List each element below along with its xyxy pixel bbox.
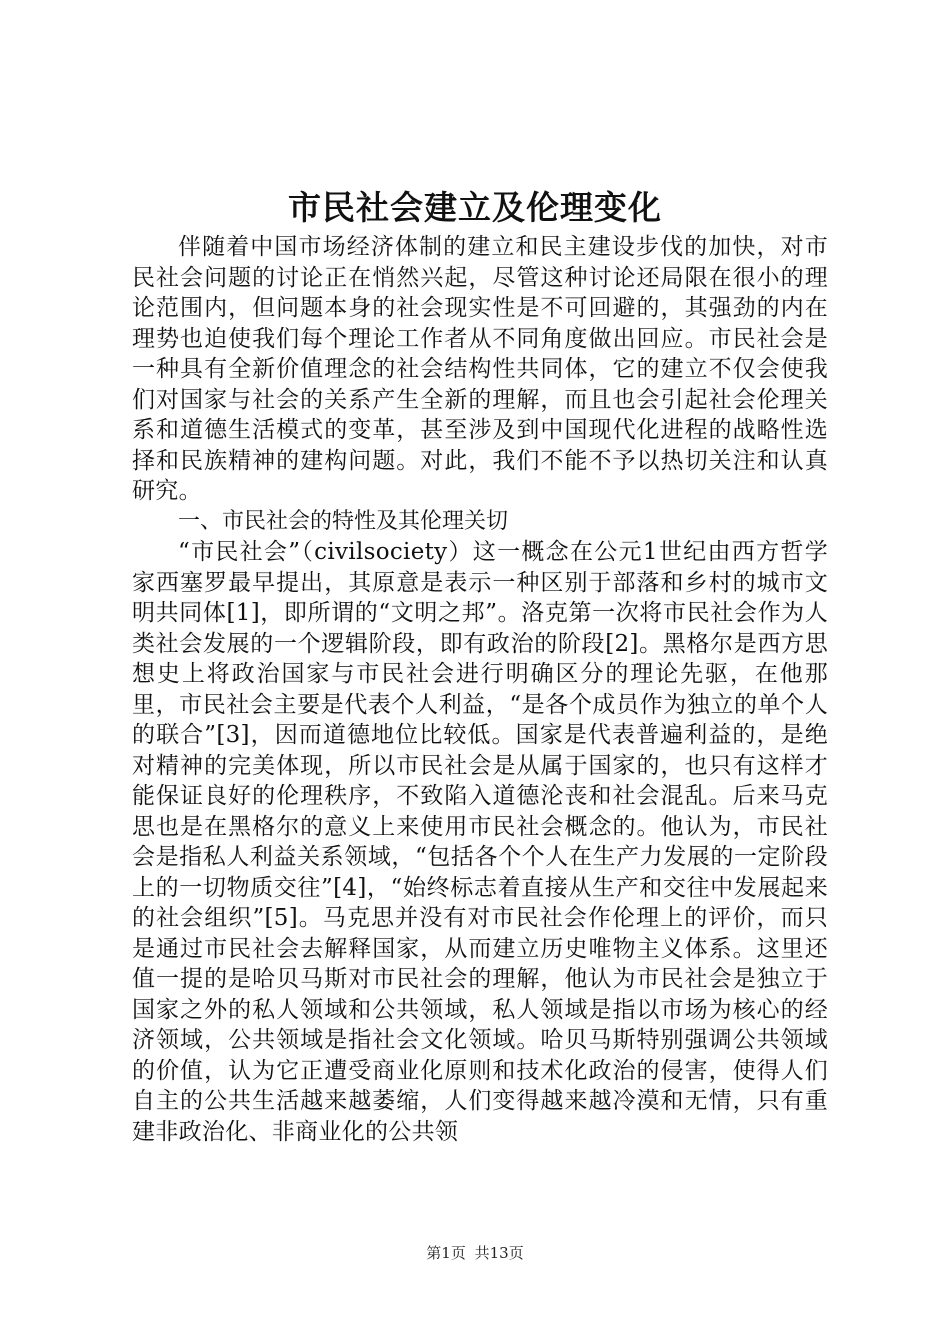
page-number: 第1页 bbox=[426, 1244, 466, 1262]
document-title: 市民社会建立及伦理变化 bbox=[288, 188, 662, 227]
section-heading: 一、市民社会的特性及其伦理关切 bbox=[178, 508, 509, 534]
page-total: 共13页 bbox=[474, 1244, 524, 1262]
document-body bbox=[132, 232, 828, 1147]
page-footer bbox=[0, 1243, 950, 1263]
section-paragraph: “市民社会”（civilsociety）这一概念在公元1世纪由西方哲学家西塞罗最早提出，其原意是表示一种区别于部落和乡村的城市文明共同体[1]，即所谓的“文明之邦”。洛克第一次将市民社会作为人类社会发展的一个逻辑阶段，即有政治的阶段[2]。黑格尔是西方思想史上将政治国家与市民社会进行明确区分的理论先驱，在他那里，市民社会主要是代表个人利益，“是各个成员作为独立的单个人的联合”[3]，因而道德地位比较低。国家是代表普遍利益的，是绝对精神的完美体现，所以市民社会是从属于国家的，也只有这样才能保证良好的伦理秩序，不致陷入道德沦丧和社会混乱。后来马克思也是在黑格尔的意义上来使用市民社会概念的。他认为，市民社会是指私人利益关系领域，“包括各个个人在生产力发展的一定阶段上的一切物质交往”[4]，“始终标志着直接从生产和交往中发展起来的社会组织”[5]。马克思并没有对市民社会作伦理上的评价，而只是通过市民社会去解释国家，从而建立历史唯物主义体系。这里还值一提的是哈贝马斯对市民社会的理解，他认为市民社会是独立于国家之外的私人领域和公共领域，私人领域是指以市场为核心的经济领域，公共领域是指社会文化领域。哈贝马斯特别强调公共领域的价值，认为它正遭受商业化原则和技术化政治的侵害，使得人们自主的公共生活越来越萎缩，人们变得越来越冷漠和无情，只有重建非政治化、非商业化的公共领 bbox=[132, 539, 828, 1145]
intro-paragraph: 伴随着中国市场经济体制的建立和民主建设步伐的加快，对市民社会问题的讨论正在悄然兴起，尽管这种讨论还局限在很小的理论范围内，但问题本身的社会现实性是不可回避的，其强劲的内在理势也迫使我们每个理论工作者从不同角度做出回应。市民社会是一种具有全新价值理念的社会结构性共同体，它的建立不仅会使我们对国家与社会的关系产生全新的理解，而且也会引起社会伦理关系和道德生活模式的变革，甚至涉及到中国现代化进程的战略性选择和民族精神的建构问题。对此，我们不能不予以热切关注和认真研究。 bbox=[132, 234, 828, 504]
